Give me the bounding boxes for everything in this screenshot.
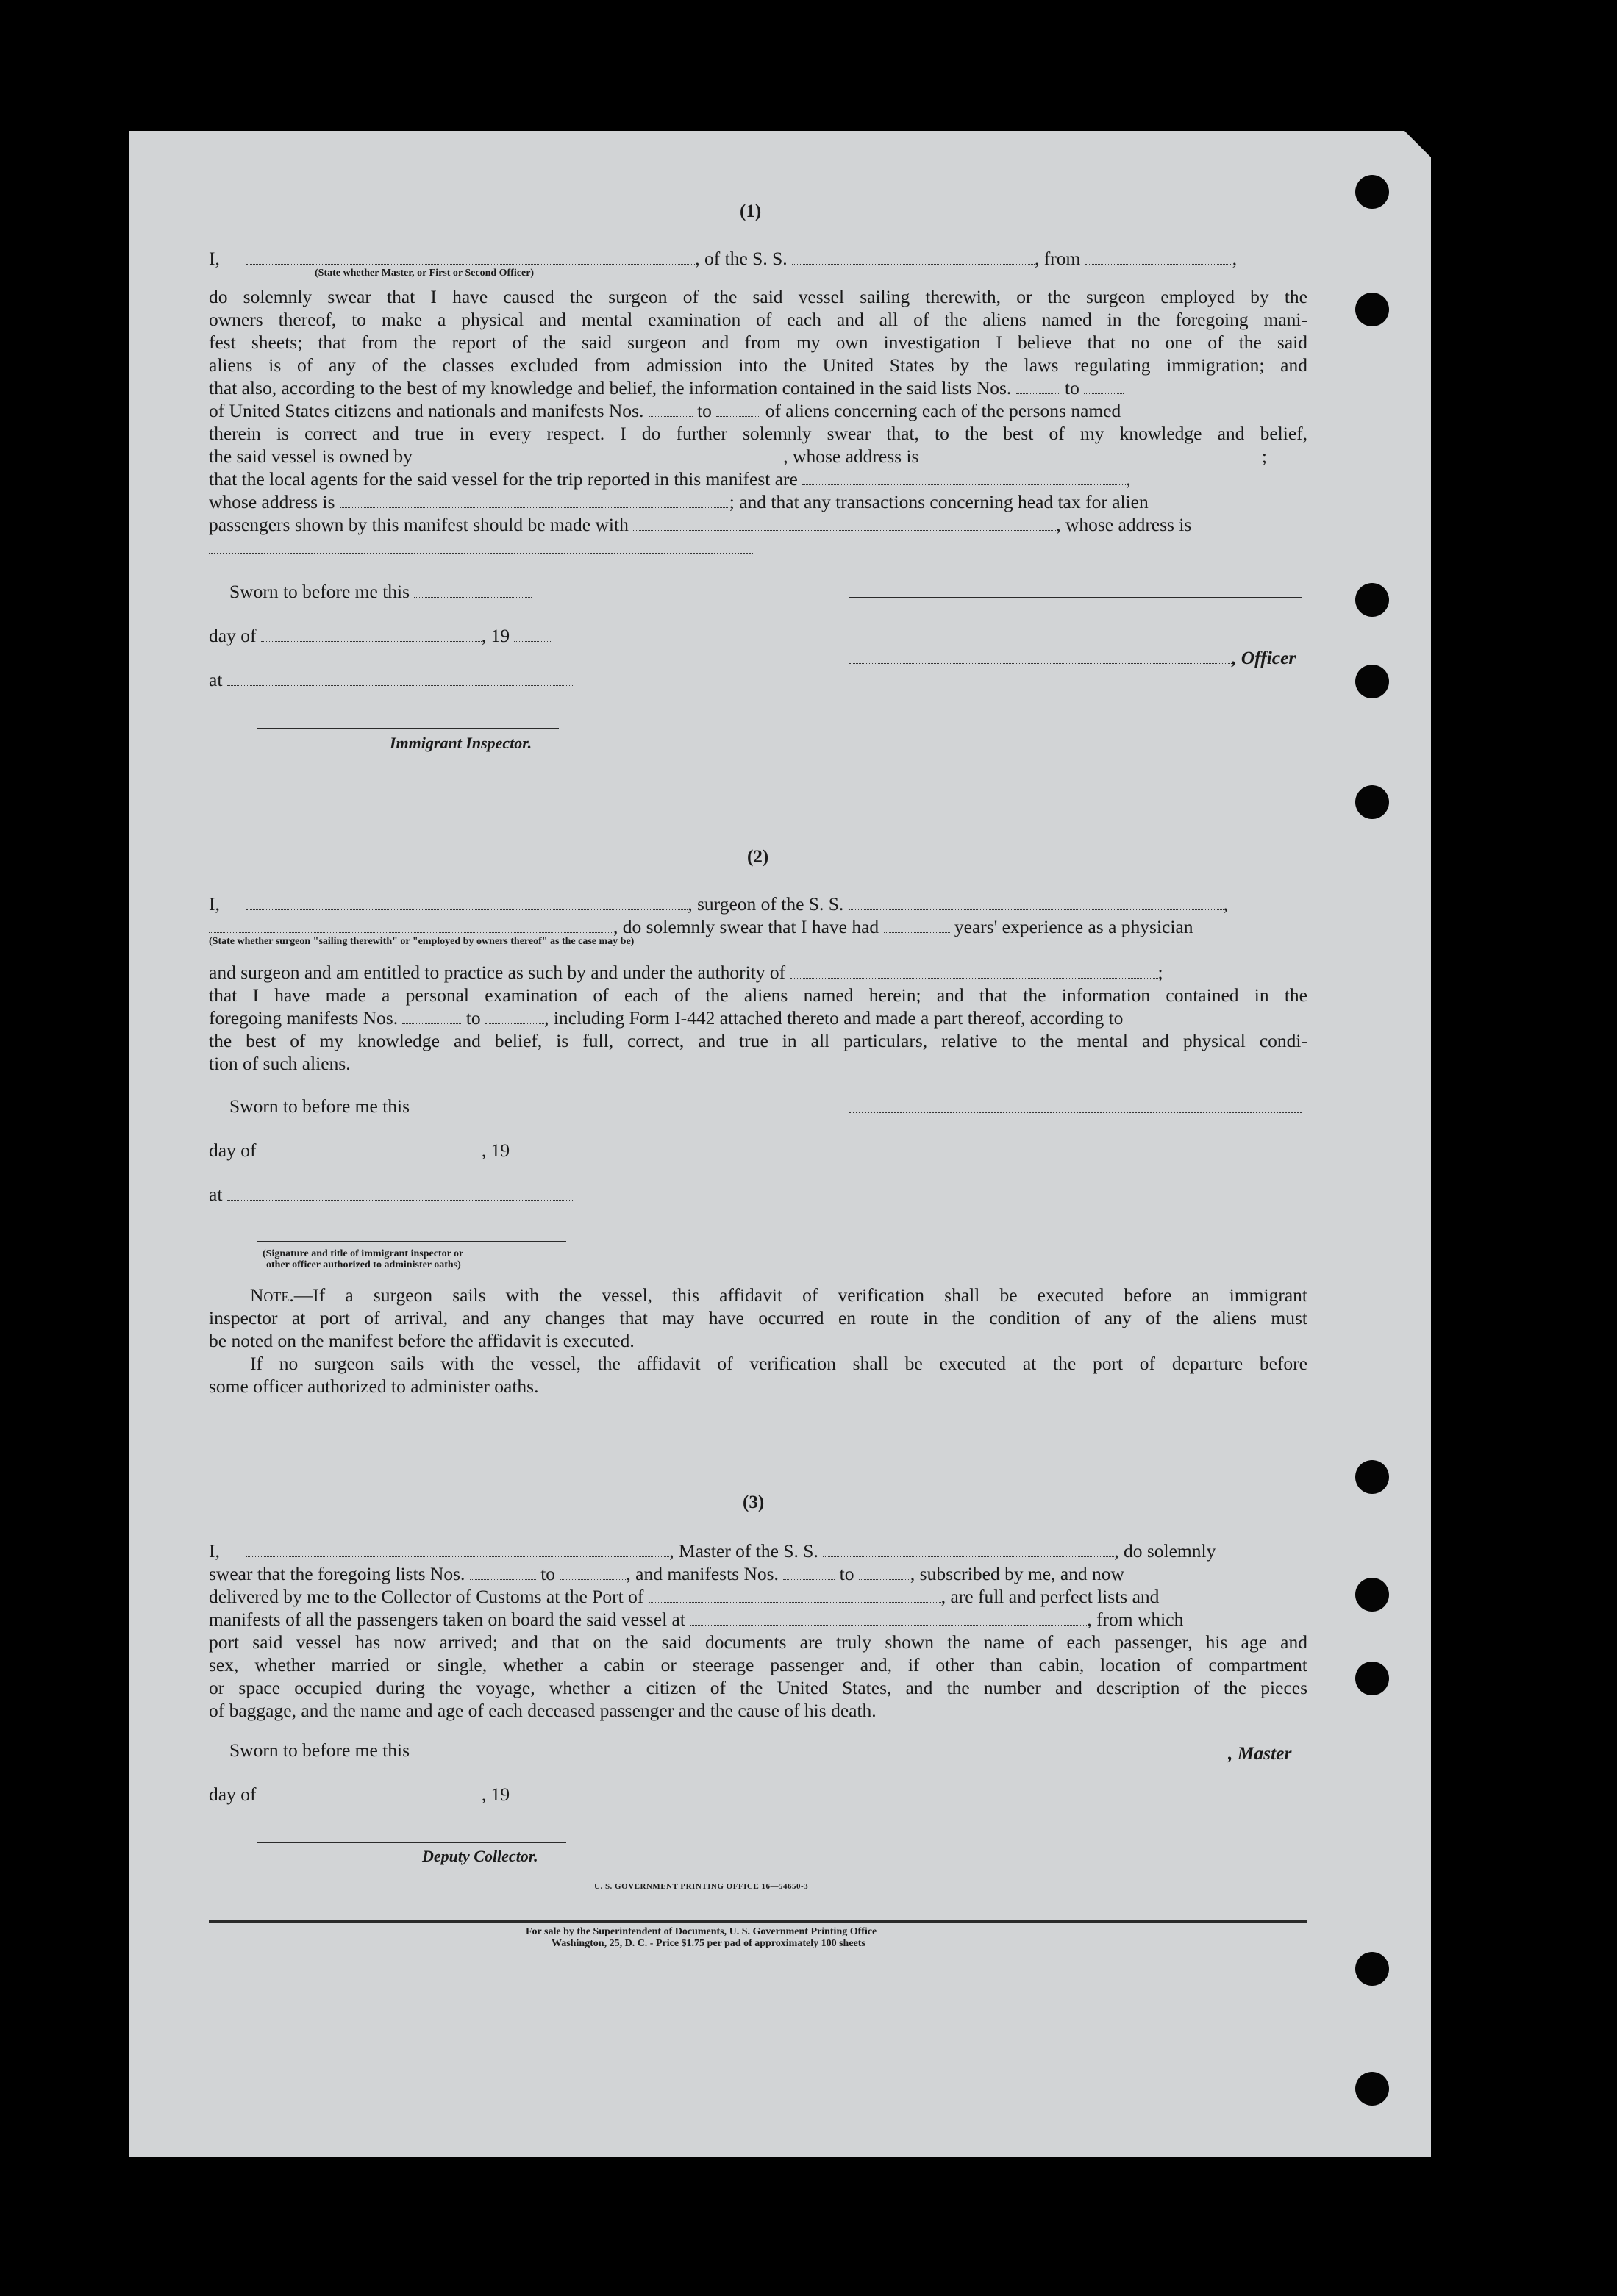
affidavit-line: I, , of the S. S. , from , [209,248,1238,269]
affidavit-line: port said vessel has now arrived; and that on the said documents are truly shown the name of each passenger, his age and [209,1631,1307,1653]
day-of-label: day of , 19 [209,1140,551,1162]
binder-hole [1355,1662,1389,1695]
dog-ear-corner [1404,131,1431,157]
affidavit-line: manifests of all the passengers taken on board the said vessel at , from which [209,1609,1184,1630]
affidavit-line: aliens is of any of the classes excluded from admission into the United States by the laws regulating immigration; and [209,354,1307,376]
section-number: (2) [747,847,769,867]
footer-rule [209,1920,1307,1923]
sale-notice: For sale by the Superintendent of Documents, U. S. Government Printing Office [526,1926,877,1937]
affidavit-line: I, , surgeon of the S. S. , [209,893,1229,915]
binder-hole [1355,175,1389,209]
inspector-label: Immigrant Inspector. [390,734,532,752]
affidavit-line: tion of such aliens. [209,1053,351,1074]
master-line [849,1742,1291,1764]
affidavit-line: therein is correct and true in every respect. I do further solemnly swear that, to the best of my knowledge and belief, [209,423,1307,444]
note-line: inspector at port of arrival, and any changes that may have occurred en route in the condition of any of the aliens must [209,1307,1307,1328]
signature-line [257,1842,566,1843]
affidavit-line: I, , Master of the S. S. , do solemnly [209,1540,1216,1562]
note-line: some officer authorized to administer oaths. [209,1376,539,1397]
signature-hint: (Signature and title of immigrant inspector or [263,1248,464,1259]
affidavit-line: that the local agents for the said vessel for the trip reported in this manifest are , [209,468,1131,490]
note-line: Note.—If a surgeon sails with the vessel, this affidavit of verification shall be executed before an immigrant [250,1284,1307,1306]
signature-hint: other officer authorized to administer oaths) [266,1259,461,1270]
affidavit-line: passengers shown by this manifest should be made with , whose address is [209,514,1192,535]
gpo-imprint: U. S. GOVERNMENT PRINTING OFFICE 16—54650-3 [594,1882,809,1891]
affidavit-line: swear that the foregoing lists Nos. to , and manifests Nos. to , subscribed by me, and now [209,1563,1124,1584]
binder-hole [1355,1460,1389,1494]
sworn-label: Sworn to before me this [229,1739,532,1762]
affidavit-line: do solemnly swear that I have caused the surgeon of the said vessel sailing therewith, or the surgeon employed by the [209,286,1307,307]
affidavit-line: or space occupied during the voyage, whether a citizen of the United States, and the number and description of the pieces [209,1677,1307,1698]
binder-hole [1355,293,1389,326]
affidavit-line: and surgeon and am entitled to practice as such by and under the authority of ; [209,962,1163,983]
signature-line [257,1241,566,1242]
affidavit-line: sex, whether married or single, whether a cabin or steerage passenger and, if other than cabin, location of compartment [209,1654,1307,1675]
affidavit-line: that I have made a personal examination of each of the aliens named herein; and that the information contained in the [209,984,1307,1006]
binder-hole [1355,1578,1389,1612]
affidavit-line: delivered by me to the Collector of Customs at the Port of , are full and perfect lists and [209,1586,1160,1607]
affidavit-line: fest sheets; that from the report of the said surgeon and from my own investigation I believe that no one of the said [209,332,1307,353]
section-number: (1) [740,201,762,221]
binder-hole [1355,583,1389,617]
officer-label: , Officer [1232,647,1296,668]
field-hint: (State whether Master, or First or Second Officer) [315,268,535,279]
section-number: (3) [743,1492,765,1512]
officer-line [849,647,1296,669]
at-label: at [209,1184,573,1206]
master-label: , Master [1228,1742,1292,1764]
binder-hole [1355,2072,1389,2106]
affidavit-line: that also, according to the best of my knowledge and belief, the information contained in the said lists Nos. to [209,376,1307,399]
sale-notice: Washington, 25, D. C. - Price $1.75 per pad of approximately 100 sheets [552,1938,865,1949]
at-label: at [209,669,573,691]
binder-hole [1355,785,1389,819]
note-line: be noted on the manifest before the affidavit is executed. [209,1330,635,1351]
sworn-label: Sworn to before me this [229,581,532,603]
signature-line [257,728,559,729]
affidavit-line: of United States citizens and nationals and manifests Nos. to of aliens concerning each of the persons named [209,400,1121,421]
day-of-label: day of , 19 [209,1784,551,1806]
affidavit-line: owners thereof, to make a physical and mental examination of each and all of the aliens named in the foregoing mani- [209,309,1307,330]
affidavit-line: whose address is ; and that any transactions concerning head tax for alien [209,491,1149,512]
binder-hole [1355,665,1389,698]
signature-line [849,597,1302,598]
binder-hole [1355,1952,1389,1986]
field-hint: (State whether surgeon "sailing therewith" or "employed by owners thereof" as the case may be) [209,936,635,947]
affidavit-line: , do solemnly swear that I have had years' experience as a physician [209,915,1307,938]
affidavit-line: the said vessel is owned by , whose address is ; [209,446,1267,467]
fill-line [209,553,753,554]
day-of-label: day of , 19 [209,625,551,647]
affidavit-line: foregoing manifests Nos. to , including Form I-442 attached thereto and made a part thereof, according to [209,1007,1124,1029]
affidavit-line: of baggage, and the name and age of each deceased passenger and the cause of his death. [209,1700,877,1721]
affidavit-line: the best of my knowledge and belief, is full, correct, and true in all particulars, relative to the mental and physical condi- [209,1030,1307,1051]
note-line: If no surgeon sails with the vessel, the affidavit of verification shall be executed at the port of departure before [250,1353,1307,1374]
deputy-collector-label: Deputy Collector. [422,1847,538,1865]
signature-line [849,1112,1302,1113]
sworn-label: Sworn to before me this [229,1095,532,1117]
